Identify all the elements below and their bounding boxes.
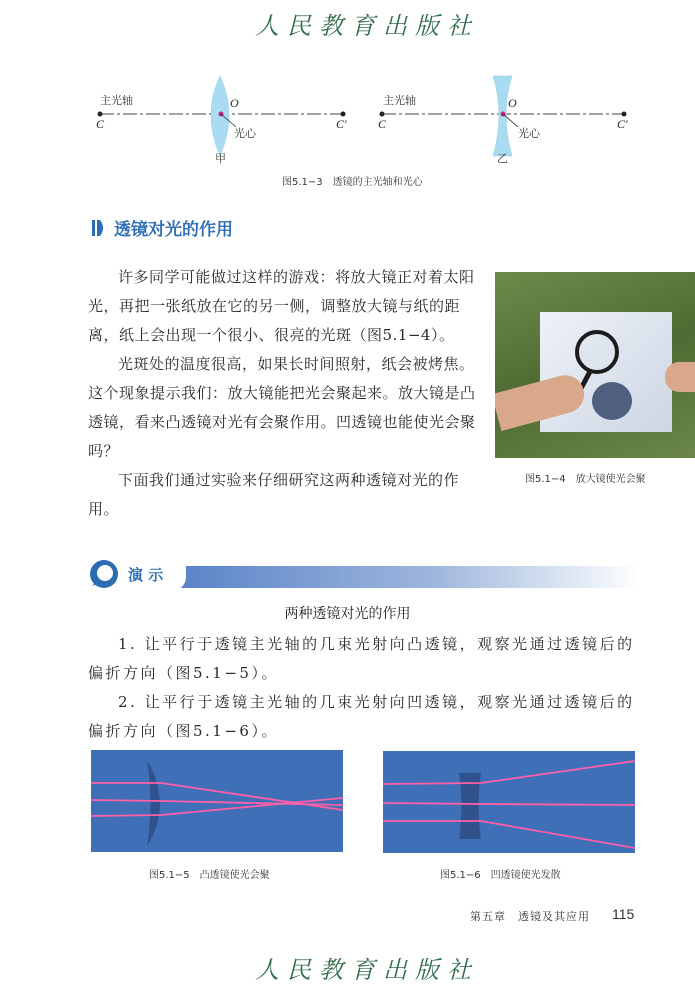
figure-5-1-6-caption: 图5.1−6 凹透镜使光发散 (440, 870, 561, 881)
center-o-left: O (230, 96, 239, 110)
point-c-prime-left: C′ (336, 117, 347, 131)
figure-5-1-3-caption: 图5.1−3 透镜的主光轴和光心 (282, 177, 423, 188)
axis-label-right: 主光轴 (383, 94, 416, 107)
figure-5-1-4-photo (495, 272, 695, 458)
hand-right (665, 362, 695, 392)
point-c-left: C (96, 117, 105, 131)
axis-label-left: 主光轴 (100, 94, 133, 107)
demo-icon (88, 558, 120, 590)
paragraph-1: 许多同学可能做过这样的游戏：将放大镜正对着太阳光，再把一张纸放在它的另一侧，调整放大镜与纸的距离，纸上会出现一个很小、很亮的光斑（图5.1−4）。 (88, 268, 475, 344)
section-marker-icon (92, 220, 106, 236)
lens-axis-diagram (90, 72, 650, 172)
figure-5-1-6-photo (383, 751, 635, 853)
publisher-logo-footer: 人民教育出版社 (255, 956, 479, 984)
demo-subtitle: 两种透镜对光的作用 (284, 606, 411, 622)
page-number: 115 (612, 906, 635, 922)
figure-5-1-4-caption: 图5.1−4 放大镜使光会聚 (525, 474, 646, 485)
section-heading (92, 215, 233, 240)
demo-label: 演 示 (128, 566, 164, 584)
figure-5-1-5-photo (91, 750, 343, 852)
magnifier-icon (575, 330, 619, 374)
point-c-prime-right: C′ (617, 117, 628, 131)
demo-steps (88, 630, 636, 746)
chapter-label: 第五章 透镜及其应用 (470, 910, 590, 923)
demo-step-1: 1. 让平行于透镜主光轴的几束光射向凸透镜，观察光通过透镜后的偏折方向（图5.1−5）。 (88, 635, 635, 682)
center-o-right: O (508, 96, 517, 110)
section-title: 透镜对光的作用 (114, 220, 233, 240)
label-yi: 乙 (497, 152, 508, 165)
demo-banner-bar (180, 566, 640, 588)
demo-step-2: 2. 让平行于透镜主光轴的几束光射向凹透镜，观察光通过透镜后的偏折方向（图5.1−6）。 (88, 693, 635, 740)
publisher-logo-header: 人民教育出版社 (255, 12, 479, 40)
label-jia: 甲 (215, 152, 226, 165)
body-text (88, 263, 480, 524)
figure-5-1-5-caption: 图5.1−5 凸透镜使光会聚 (149, 870, 270, 881)
lens-shadow (592, 382, 632, 420)
convex-lens-icon (147, 760, 160, 846)
optical-center-left: 光心 (234, 127, 256, 140)
paragraph-2: 光斑处的温度很高，如果长时间照射，纸会被烤焦。这个现象提示我们：放大镜能把光会聚起来。放大镜是凸透镜，看来凸透镜对光有会聚作用。凹透镜也能使光会聚吗？ (88, 355, 476, 460)
optical-center-right: 光心 (518, 127, 540, 140)
point-c-right: C (378, 117, 387, 131)
paragraph-3: 下面我们通过实验来仔细研究这两种透镜对光的作用。 (88, 471, 460, 518)
